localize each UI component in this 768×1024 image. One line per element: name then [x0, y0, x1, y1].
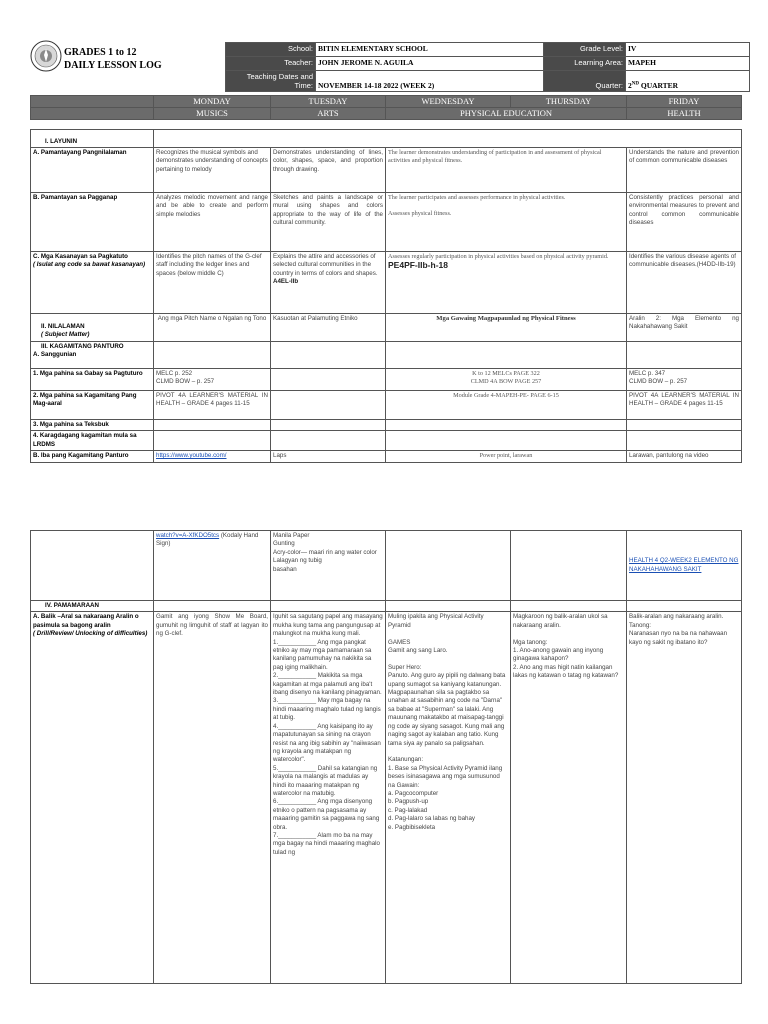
day-friday: FRIDAY	[627, 96, 742, 108]
monday-materials-continued: watch?v=A-XfKDO5tcs (Kodaly Hand Sign)	[154, 531, 271, 601]
row-label-iba-pang-kagamitan: B. Iba pang Kagamitang Panturo	[31, 451, 154, 462]
lrdms-tue	[271, 431, 386, 451]
day-header-blank	[31, 96, 154, 108]
day-thursday: THURSDAY	[511, 96, 627, 108]
section-pamamaraan: IV. PAMAMARAAN	[31, 601, 154, 612]
kodaly-video-link[interactable]: watch?v=A-XfKDO5tcs	[156, 532, 220, 539]
grade-level-label: Grade Level:	[544, 43, 626, 57]
tuesday-subject-matter: Kasuotan at Palamuting Etniko	[271, 314, 386, 342]
day-header-table	[30, 95, 742, 120]
kagamitang-fri	[627, 342, 742, 369]
row-label-nilalaman: II. NILALAMAN ( Subject Matter)	[31, 314, 154, 342]
day-tuesday: TUESDAY	[271, 96, 386, 108]
kagamitang-pe	[386, 342, 627, 369]
teksbuk-tue	[271, 420, 386, 431]
learning-area-label: Learning Area:	[544, 57, 626, 71]
lrdms-mon	[154, 431, 271, 451]
wednesday-materials-continued	[386, 531, 511, 601]
materials-continued-label	[31, 531, 154, 601]
pamamaraan-tue	[271, 601, 386, 612]
tuesday-materials-list: Manila Paper Gunting Acry-color— maari rin ang water color Lalagyan ng tubig basahan	[271, 531, 386, 601]
friday-review: Balik-aralan ang nakaraang aralin. Tanong: Naranasan nyo na ba na nahawaan kayo ng sakit ng ibatano ito?	[627, 612, 742, 984]
learning-area-value: MAPEH	[626, 57, 750, 71]
youtube-link[interactable]: https://www.youtube.com/	[156, 452, 227, 460]
tuesday-content-standard: Demonstrates understanding of lines, color, shapes, space, and proportion through drawing.	[271, 148, 386, 193]
monday-learner-material: PIVOT 4A LEARNER'S MATERIAL IN HEALTH – GRADE 4 pages 11-15	[154, 391, 271, 420]
teksbuk-fri	[627, 420, 742, 431]
row-label-kagamitang-panturo: III. KAGAMITANG PANTURO A. Sanggunian	[31, 342, 154, 369]
friday-other-materials: Larawan, pantulong na video	[627, 451, 742, 462]
row-label-gabay-pagtuturo: 1. Mga pahina sa Gabay sa Pagtuturo	[31, 369, 154, 391]
row-label-pamantayang-pangnilalaman: A. Pamantayang Pangnilalaman	[31, 148, 154, 193]
school-value: BITIN ELEMENTARY SCHOOL	[316, 43, 544, 57]
document-title	[64, 46, 162, 72]
wednesday-review: Muling ipakita ang Physical Activity Pyramid GAMES Gamit ang sang Laro. Super Hero: Panuto. Ang guro ay pipili ng dalwang bata upang sumagot sa kaniyang katanungan. Magpapaunahan sila sa pagtakbo sa unahan at sasabihin ang code na "Darna" sa babae at "Superman" sa lalaki. Ang mauunang makatakbo at maisapag-tanggi ng code ay siyang sasagot. Kung mali ang naging sagot ay kalaban ang tatio. Kung tama siya ay panalo sa paligsahan. Katanungan: 1. Base sa Physical Activity Pyramid ilang beses isinasagawa ang mga sumusunod na Gawain: a. Pagcocomputer b. Pagpush-up c. Pag-lalakad d. Pag-lalaro sa labas ng bahay e. Pagbibisekleta	[386, 612, 511, 984]
teksbuk-pe	[386, 420, 627, 431]
tuesday-other-materials: Laps	[271, 451, 386, 462]
subject-music: MUSICS	[154, 108, 271, 120]
teacher-label: Teacher:	[226, 57, 316, 71]
pamamaraan-thu	[511, 601, 627, 612]
header-info-table	[225, 42, 750, 92]
teacher-value: JOHN JEROME N. AGUILA	[316, 57, 544, 71]
row-label-teksbuk: 3. Mga pahina sa Teksbuk	[31, 420, 154, 431]
monday-review: Gamit ang iyong Show Me Board, gumuhit ng limguhit of staff at lagyan ito ng G-clef.	[154, 612, 271, 984]
lrdms-fri	[627, 431, 742, 451]
day-monday: MONDAY	[154, 96, 271, 108]
friday-performance-standard: Consistently practices personal and environmental measures to prevent and control common communicable diseases	[627, 193, 742, 252]
friday-learner-material: PIVOT 4A LEARNER'S MATERIAL IN HEALTH – GRADE 4 pages 11-15	[627, 391, 742, 420]
subject-pe: PHYSICAL EDUCATION	[386, 108, 627, 120]
thursday-review: Magkaroon ng balik-aralan ukol sa nakaraang aralin. Mga tanong: 1. Ano-anong gawain ang inyong ginagawa kahapon? 2. Ano ang mas higit natin kailangan lakas ng katawan o tatag ng katawan?	[511, 612, 627, 984]
monday-teacher-guide: MELC p. 252 CLMD BOW – p. 257	[154, 369, 271, 391]
teksbuk-mon	[154, 420, 271, 431]
friday-content-standard: Understands the nature and prevention of common communicable diseases	[627, 148, 742, 193]
friday-competency: Identifies the various disease agents of communicable diseases.(H4DD-IIb-19)	[627, 252, 742, 314]
friday-teacher-guide: MELC p. 347 CLMD BOW – p. 257	[627, 369, 742, 391]
quarter-value: 2ND QUARTER	[626, 71, 750, 92]
kagamitang-mon	[154, 342, 271, 369]
row-label-kasanayan: C. Mga Kasanayan sa Pagkatuto ( Isulat ang code sa bawat kasanayan)	[31, 252, 154, 314]
monday-content-standard: Recognizes the musical symbols and demonstrates understanding of concepts pertaining to melody	[154, 148, 271, 193]
subject-arts: ARTS	[271, 108, 386, 120]
pe-learner-material: Module Grade 4-MAPEH-PE- PAGE 6-15	[386, 391, 627, 420]
school-label: School:	[226, 43, 316, 57]
quarter-label: Quarter:	[544, 71, 626, 92]
subject-header-blank	[31, 108, 154, 120]
thursday-materials-continued	[511, 531, 627, 601]
health-video-link[interactable]: HEALTH 4 Q2-WEEK2 ELEMENTO NG NAKAHAHAWANG SAKIT	[629, 557, 739, 573]
subject-health: HEALTH	[627, 108, 742, 120]
lesson-table-page1	[30, 129, 742, 463]
day-wednesday: WEDNESDAY	[386, 96, 511, 108]
tuesday-performance-standard: Sketches and paints a landscape or mural using shapes and colors appropriate to the way of life of the cultural community.	[271, 193, 386, 252]
pe-subject-matter: Mga Gawaing Magpapaunlad ng Physical Fitness	[386, 314, 627, 342]
monday-subject-matter: Ang mga Pitch Name o Ngalan ng Tono	[154, 314, 271, 342]
pamamaraan-mon	[154, 601, 271, 612]
lesson-table-page2	[30, 530, 742, 984]
friday-subject-matter: Aralin 2: Mga Elemento ng Nakahahawang Sakit	[627, 314, 742, 342]
dates-value: NOVEMBER 14-18 2022 (WEEK 2)	[316, 71, 544, 92]
pe-other-materials: Power point, larawan	[386, 451, 627, 462]
tuesday-teacher-guide	[271, 369, 386, 391]
row-label-balik-aral: A. Balik –Aral sa nakaraang Aralin o pasimula sa bagong aralin ( Drill/Review/ Unlocking of difficulties)	[31, 612, 154, 984]
grade-level-value: IV	[626, 43, 750, 57]
deped-seal-logo	[30, 40, 62, 72]
tuesday-review: Iguhit sa sagutang papel ang masayang mukha kung tama ang pangungusap at malungkot na mukha kung mali. 1.___________ Ang mga pangkat etniko ay may mga pamamaraan sa kanilang pamumuhay na nakikita sa pag iging malikhain. 2.___________ Makikita sa mga kagamitan at mga palamuti ang iba't ibang disenyo na kanilang pinagyaman. 3.___________ May mga bagay na hindi maaaring maghalo tulad ng langis at tubig. 4.___________ Ang kaisipang ito ay mapatutunayan sa sining na crayon resist na ang ibig sabihin ay "naiiwasan ng krayola ang matakpan ng watercolor". 5.___________ Dahil sa katangian ng krayola na malangis at madulas ay hindi ito maaaring matakpan ng watercolor na matubig. 6.___________ Ang mga disenyong etniko o pattern na pagsasama ay maaaring gamitin sa paggawa ng sang obra. 7.___________ Alam mo ba na may mga bagay na hindi maaaring maghalo tulad ng	[271, 612, 386, 984]
pe-teacher-guide: K to 12 MELCs PAGE 322 CLMD 4A BOW PAGE 257	[386, 369, 627, 391]
layunin-blank	[154, 130, 742, 148]
row-label-kagamitang-mag-aaral: 2. Mga pahina sa Kagamitang Pang Mag-aaral	[31, 391, 154, 420]
section-layunin: I. LAYUNIN	[31, 130, 154, 148]
monday-competency: Identifies the pitch names of the G-clef staff including the ledger lines and spaces (below middle C)	[154, 252, 271, 314]
monday-other-materials	[154, 451, 271, 462]
pamamaraan-wed	[386, 601, 511, 612]
pamamaraan-fri	[627, 601, 742, 612]
tuesday-learner-material	[271, 391, 386, 420]
row-label-pamantayan-sa-pagganap: B. Pamantayan sa Pagganap	[31, 193, 154, 252]
kagamitang-tue	[271, 342, 386, 369]
pe-competency: Assesses regularly participation in physical activities based on physical activity pyramid. PE4PF-IIb-h-18	[386, 252, 627, 314]
tuesday-competency: Explains the attire and accessories of selected cultural communities in the country in terms of colors and shapes. A4EL-IIb	[271, 252, 386, 314]
pe-performance-standard: The learner participates and assesses performance in physical activities. Assesses physical fitness.	[386, 193, 627, 252]
title-line-2: DAILY LESSON LOG	[64, 60, 162, 71]
dates-label: Teaching Dates and Time:	[226, 71, 316, 92]
title-line-1: GRADES 1 to 12	[64, 47, 137, 58]
friday-materials-continued	[627, 531, 742, 601]
row-label-lrdms: 4. Karagdagang kagamitan mula sa LRDMS	[31, 431, 154, 451]
pe-content-standard: The learner demonstrates understanding of participation in and assessment of physical activities and physical fitness.	[386, 148, 627, 193]
monday-performance-standard: Analyzes melodic movement and range and be able to create and perform simple melodies	[154, 193, 271, 252]
lrdms-pe	[386, 431, 627, 451]
